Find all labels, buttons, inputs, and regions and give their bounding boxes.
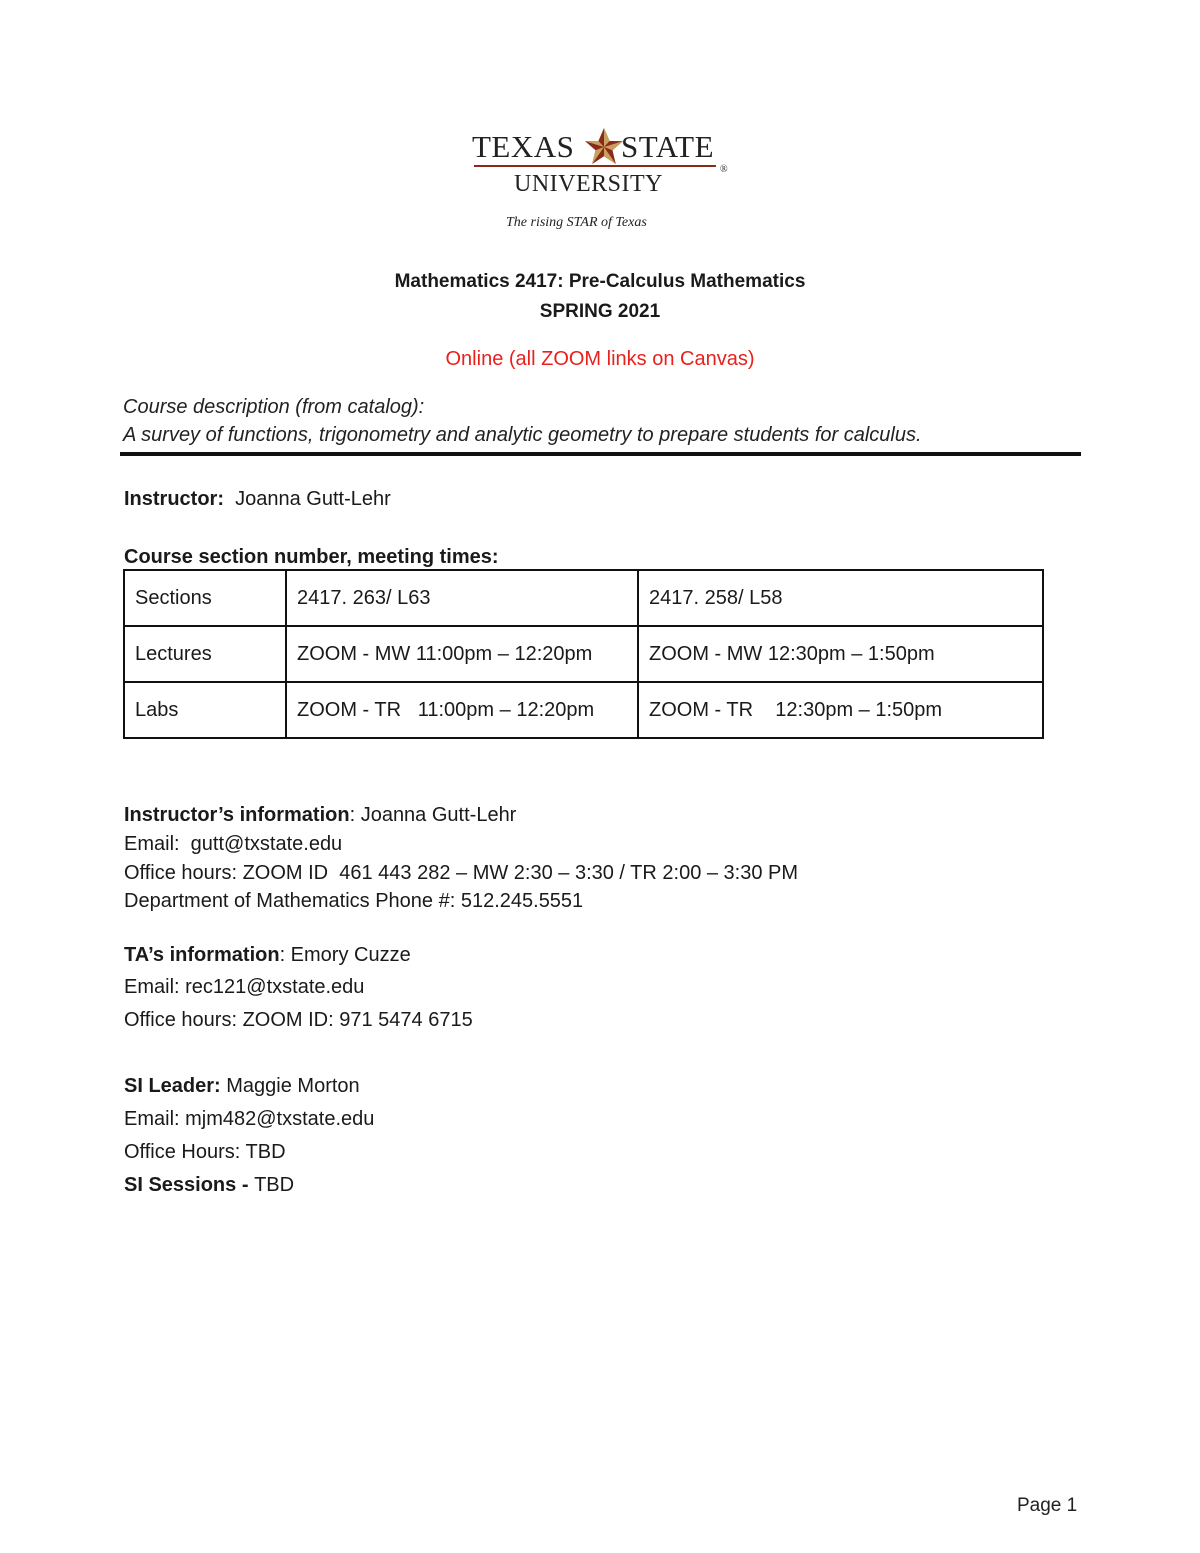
ta-info-name: : Emory Cuzze <box>279 944 411 966</box>
course-description-text: A survey of functions, trigonometry and analytic geometry to prepare students for calculus. <box>123 424 922 446</box>
page-number: Page 1 <box>1017 1495 1078 1516</box>
logo-word-university: UNIVERSITY <box>514 171 663 197</box>
table-cell: 2417. 263/ L63 <box>286 570 638 626</box>
instructor-info-line <box>124 804 516 827</box>
instructor-info-label: Instructor’s information <box>124 804 350 826</box>
table-cell: ZOOM - TR 11:00pm – 12:20pm <box>286 682 638 738</box>
si-office-hours: Office Hours: TBD <box>124 1141 286 1163</box>
online-note: Online (all ZOOM links on Canvas) <box>445 348 755 370</box>
logo-tagline: The rising STAR of Texas <box>506 215 647 230</box>
si-email: Email: mjm482@txstate.edu <box>124 1108 375 1130</box>
ta-office-hours: Office hours: ZOOM ID: 971 5474 6715 <box>124 1009 473 1031</box>
table-cell: Sections <box>124 570 286 626</box>
star-icon <box>585 128 623 164</box>
course-term: SPRING 2021 <box>539 301 661 322</box>
table-row <box>124 626 1043 682</box>
course-title: Mathematics 2417: Pre-Calculus Mathematics <box>394 271 806 292</box>
course-description-label: Course description (from catalog): <box>123 396 425 418</box>
table-cell: Labs <box>124 682 286 738</box>
table-cell: 2417. 258/ L58 <box>638 570 1043 626</box>
logo-word-state: STATE <box>621 129 715 164</box>
schedule-heading: Course section number, meeting times: <box>124 546 499 568</box>
logo-word-texas: TEXAS <box>472 129 575 164</box>
ta-info-line <box>124 944 411 967</box>
table-cell: ZOOM - TR 12:30pm – 1:50pm <box>638 682 1043 738</box>
university-logo <box>470 125 735 235</box>
ta-info-label: TA’s information <box>124 944 280 966</box>
ta-email: Email: rec121@txstate.edu <box>124 976 365 998</box>
table-row <box>124 682 1043 738</box>
si-sessions-label: SI Sessions - <box>124 1174 255 1196</box>
table-row <box>124 570 1043 626</box>
table-cell: Lectures <box>124 626 286 682</box>
instructor-office-hours: Office hours: ZOOM ID 461 443 282 – MW 2:30 – 3:30 / TR 2:00 – 3:30 PM <box>124 862 799 884</box>
table-cell: ZOOM - MW 12:30pm – 1:50pm <box>638 626 1043 682</box>
si-leader-label: SI Leader: <box>124 1075 221 1097</box>
si-sessions-line <box>124 1174 294 1197</box>
department-phone: Department of Mathematics Phone #: 512.245.5551 <box>124 890 584 912</box>
instructor-email: Email: gutt@txstate.edu <box>124 833 343 855</box>
table-cell: ZOOM - MW 11:00pm – 12:20pm <box>286 626 638 682</box>
schedule-table <box>123 569 1044 739</box>
si-sessions-value: TBD <box>254 1174 295 1196</box>
instructor-label: Instructor: <box>124 488 224 510</box>
registered-mark: ® <box>720 164 728 175</box>
horizontal-rule <box>120 452 1081 456</box>
instructor-line <box>124 488 391 511</box>
instructor-name: Joanna Gutt-Lehr <box>224 488 391 510</box>
instructor-info-name: : Joanna Gutt-Lehr <box>349 804 517 826</box>
si-leader-line <box>124 1075 360 1098</box>
si-leader-name: Maggie Morton <box>220 1075 360 1097</box>
